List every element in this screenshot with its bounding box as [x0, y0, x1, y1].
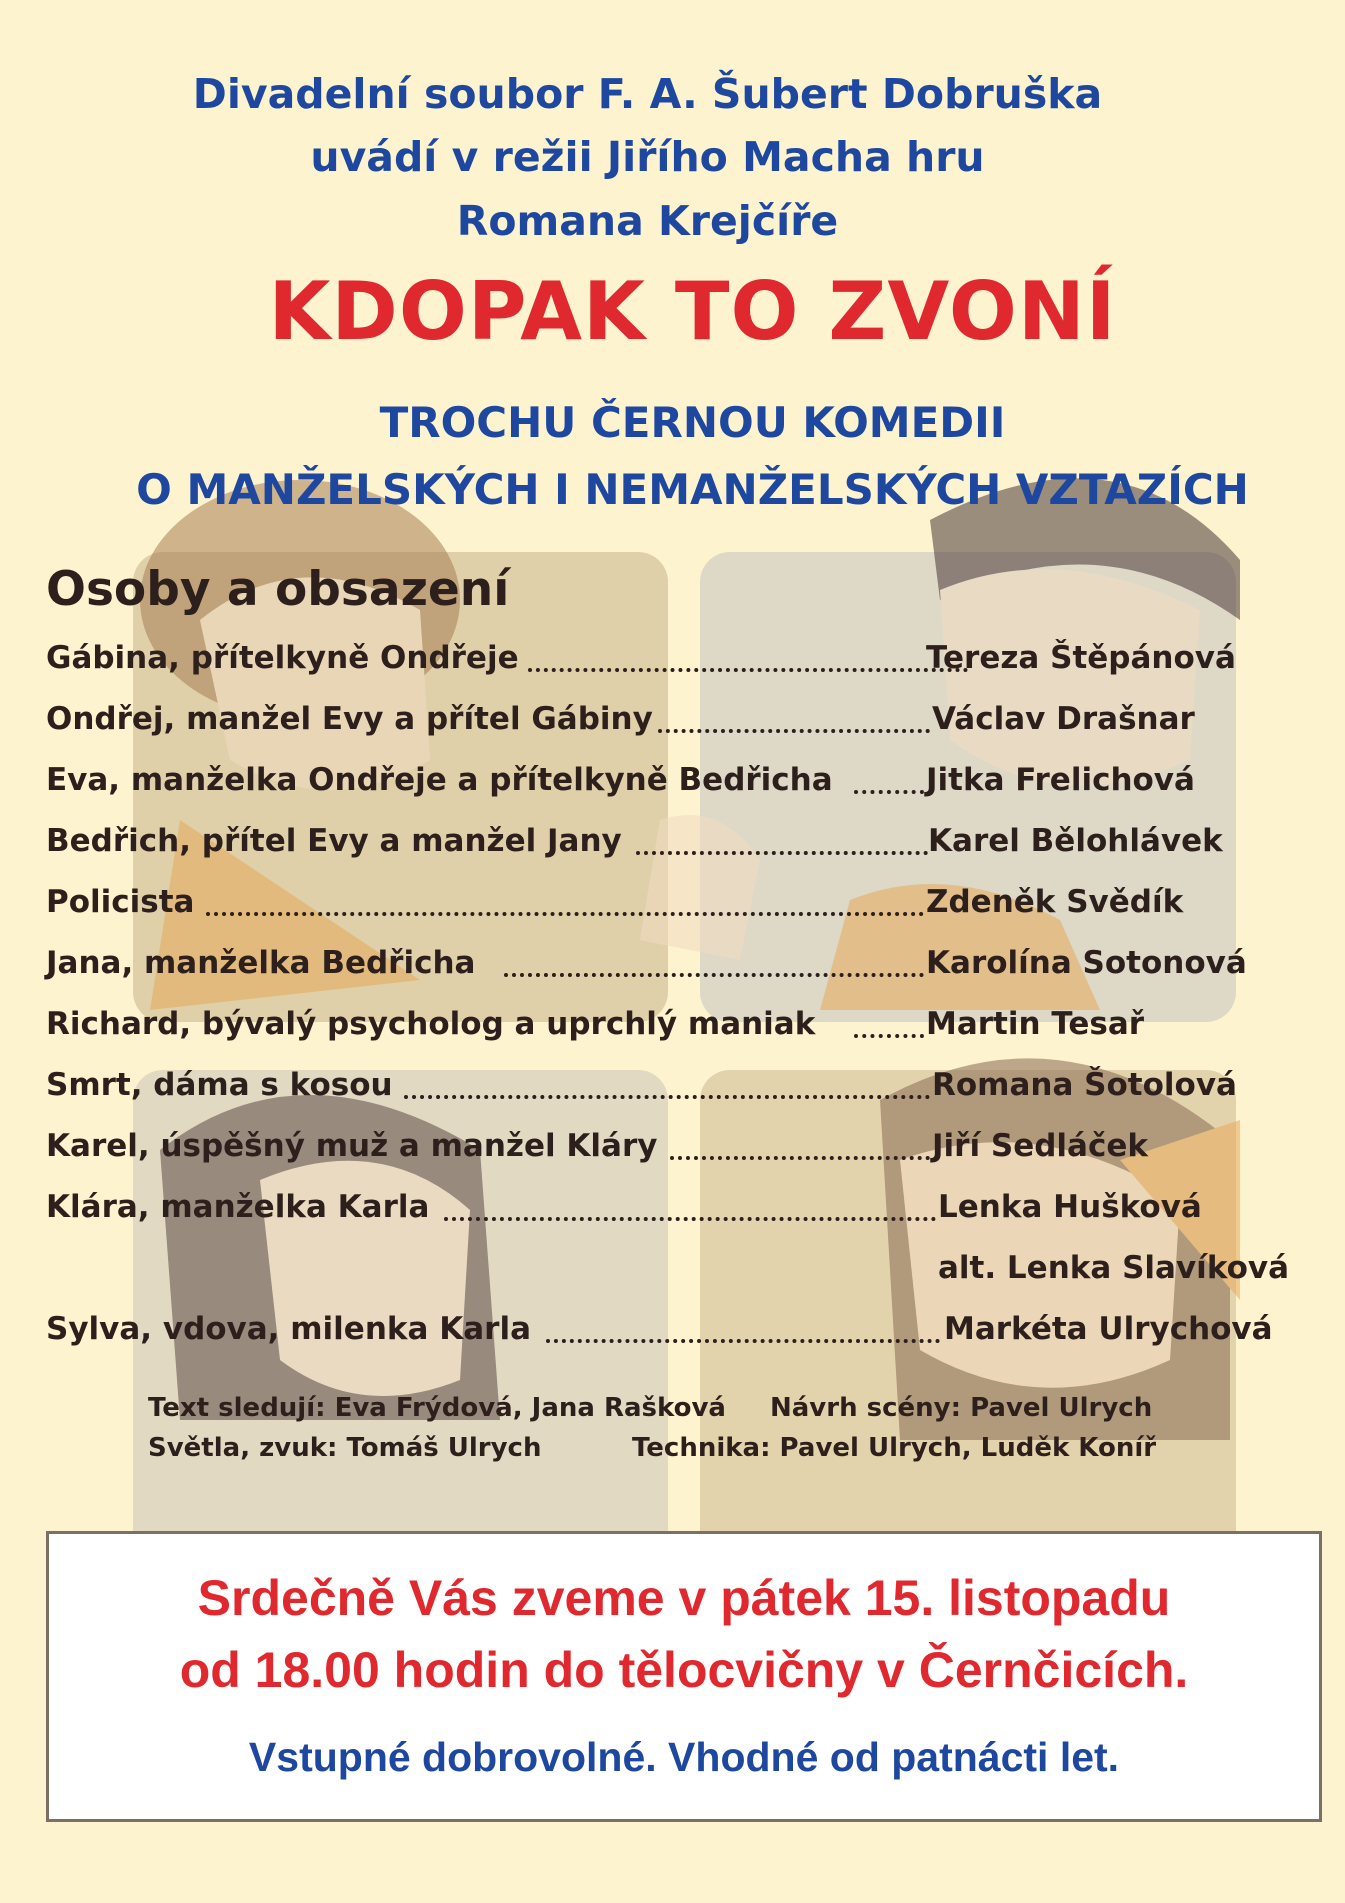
- leader-dots: [854, 782, 924, 794]
- cast-row: [46, 1189, 1306, 1250]
- invitation-entry: Vstupné dobrovolné. Vhodné od patnácti let.: [248, 1734, 1120, 1780]
- header-line-company: Divadelní soubor F. A. Šubert Dobruška: [192, 70, 1103, 118]
- leader-dots: [404, 1087, 930, 1099]
- cast-role: Richard, bývalý psycholog a uprchlý maniak: [46, 1006, 816, 1042]
- cast-row: [46, 701, 1306, 762]
- cast-row: [46, 640, 1306, 701]
- cast-actor: Martin Tesař: [926, 1006, 1145, 1042]
- credit-prompters: Text sledují: Eva Frýdová, Jana Rašková: [148, 1393, 726, 1423]
- cast-actor: Tereza Štěpánová: [926, 640, 1236, 676]
- invitation-date: Srdečně Vás zveme v pátek 15. listopadu: [197, 1570, 1171, 1626]
- cast-actor: Romana Šotolová: [932, 1067, 1237, 1103]
- leader-dots: [528, 660, 968, 672]
- subtitle-line-1: TROCHU ČERNOU KOMEDII: [379, 398, 1006, 447]
- cast-role: Smrt, dáma s kosou: [46, 1067, 393, 1103]
- cast-row: [46, 1311, 1306, 1372]
- credit-lights-sound: Světla, zvuk: Tomáš Ulrych: [148, 1433, 542, 1463]
- cast-actor: Karel Bělohlávek: [928, 823, 1223, 859]
- cast-row: [46, 945, 1306, 1006]
- header-line-director: uvádí v režii Jiřího Macha hru: [310, 133, 985, 181]
- cast-row: [46, 884, 1306, 945]
- cast-heading: Osoby a obsazení: [46, 562, 510, 617]
- credit-technical: Technika: Pavel Ulrych, Luděk Koníř: [632, 1433, 1157, 1463]
- cast-row: [46, 823, 1306, 884]
- cast-list: [46, 640, 1306, 1372]
- leader-dots: [546, 1331, 940, 1343]
- cast-row: [46, 762, 1306, 823]
- leader-dots: [444, 1209, 936, 1221]
- header-line-author: Romana Krejčíře: [456, 197, 839, 245]
- cast-role: Jana, manželka Bedřicha: [46, 945, 476, 981]
- cast-actor: Markéta Ulrychová: [944, 1311, 1273, 1347]
- leader-dots: [854, 1026, 924, 1038]
- cast-actor: Karolína Sotonová: [926, 945, 1247, 981]
- subtitle-line-2: O MANŽELSKÝCH I NEMANŽELSKÝCH VZTAZÍCH: [136, 465, 1249, 514]
- cast-role: Gábina, přítelkyně Ondřeje: [46, 640, 519, 676]
- leader-dots: [636, 843, 928, 855]
- invitation-place: od 18.00 hodin do tělocvičny v Černčicích.: [179, 1642, 1189, 1698]
- cast-actor: Jitka Frelichová: [926, 762, 1195, 798]
- cast-actor: Václav Drašnar: [932, 701, 1195, 737]
- play-title: KDOPAK TO ZVONÍ: [268, 265, 1117, 358]
- cast-role: Policista: [46, 884, 195, 920]
- cast-row: [46, 1128, 1306, 1189]
- cast-actor-alternate: alt. Lenka Slavíková: [938, 1250, 1290, 1286]
- leader-dots: [206, 904, 924, 916]
- leader-dots: [658, 721, 930, 733]
- cast-row: [46, 1006, 1306, 1067]
- cast-role: Ondřej, manžel Evy a přítel Gábiny: [46, 701, 653, 737]
- cast-role: Sylva, vdova, milenka Karla: [46, 1311, 531, 1347]
- cast-actor: Zdeněk Svědík: [926, 884, 1184, 920]
- cast-row-alternate: [46, 1250, 1306, 1311]
- cast-role: Klára, manželka Karla: [46, 1189, 430, 1225]
- cast-role: Bedřich, přítel Evy a manžel Jany: [46, 823, 622, 859]
- cast-role: Karel, úspěšný muž a manžel Kláry: [46, 1128, 658, 1164]
- credit-scene-design: Návrh scény: Pavel Ulrych: [770, 1393, 1153, 1423]
- cast-actor: Jiří Sedláček: [932, 1128, 1148, 1164]
- cast-role: Eva, manželka Ondřeje a přítelkyně Bedřicha: [46, 762, 833, 798]
- cast-actor: Lenka Hušková: [938, 1189, 1202, 1225]
- cast-row: [46, 1067, 1306, 1128]
- leader-dots: [504, 965, 924, 977]
- invitation-box: [46, 1531, 1322, 1822]
- leader-dots: [670, 1148, 930, 1160]
